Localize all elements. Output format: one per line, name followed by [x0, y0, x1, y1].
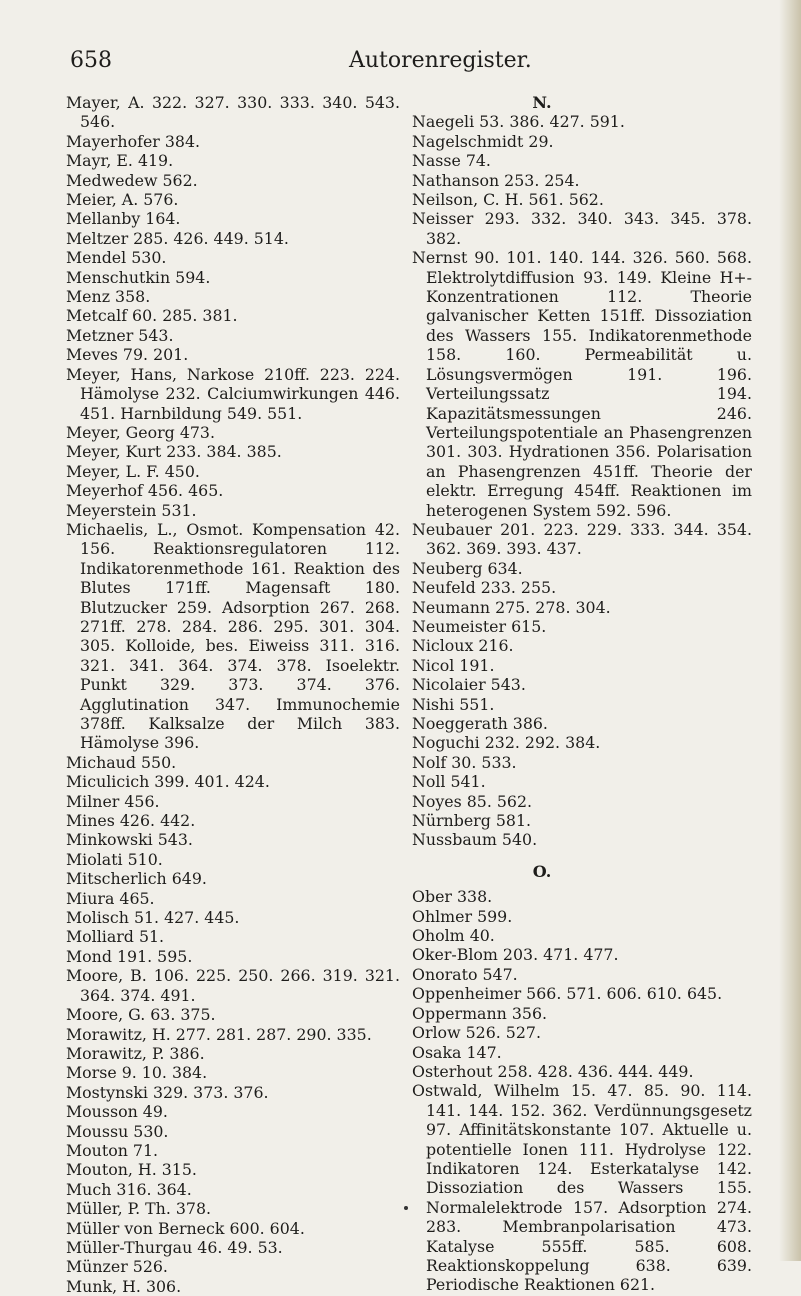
index-entry: Müller-Thurgau 46. 49. 53.	[66, 1237, 283, 1257]
index-entry: Morse 9. 10. 384.	[66, 1063, 208, 1083]
index-entry: Michaud 550.	[66, 752, 177, 772]
index-entry: Oholm 40.	[412, 926, 495, 946]
index-entry: Munk, H. 306.	[66, 1276, 182, 1296]
index-entry: Metzner 543.	[66, 325, 174, 345]
index-entry: Mines 426. 442.	[66, 811, 196, 831]
index-entry: Miura 465.	[66, 888, 155, 908]
index-entry: Mitscherlich 649.	[66, 869, 207, 889]
index-entry: Meyer, Hans, Narkose 210ff. 223. 224. Hämolyse 232. Calciumwirkungen 446. 451. Harnbildung 549. 551.	[66, 364, 400, 423]
index-entry: Nagelschmidt 29.	[412, 131, 554, 151]
index-entry: Müller, P. Th. 378.	[66, 1199, 212, 1219]
page-number: 658	[70, 48, 112, 73]
index-entry: Oppermann 356.	[412, 1003, 548, 1023]
index-entry: Miolati 510.	[66, 849, 163, 869]
index-entry: Menz 358.	[66, 287, 151, 307]
index-entry: Meier, A. 576.	[66, 190, 179, 210]
section-o-entries	[412, 887, 752, 1295]
index-entry: Meyerhof 456. 465.	[66, 481, 224, 501]
index-entry: Nussbaum 540.	[412, 830, 538, 850]
index-entry: Mond 191. 595.	[66, 946, 193, 966]
index-entry: Neubauer 201. 223. 229. 333. 344. 354. 362. 369. 393. 437.	[412, 519, 752, 559]
index-entry: Moore, G. 63. 375.	[66, 1005, 216, 1025]
index-entry: Moore, B. 106. 225. 250. 266. 319. 321. 364. 374. 491.	[66, 966, 400, 1005]
page-header	[64, 40, 744, 80]
section-heading-n: N.	[532, 93, 552, 112]
index-entry: Mousson 49.	[66, 1102, 168, 1122]
index-entry: Neuberg 634.	[412, 558, 523, 578]
index-entry: Osterhout 258. 428. 436. 444. 449.	[412, 1061, 694, 1081]
index-entry: Minkowski 543.	[66, 830, 193, 850]
index-entry: Meyer, Kurt 233. 384. 385.	[66, 442, 282, 462]
index-entry: Oker-Blom 203. 471. 477.	[412, 945, 619, 965]
index-entry: Mouton 71.	[66, 1140, 159, 1160]
index-entry: Moussu 530.	[66, 1121, 169, 1141]
left-column	[66, 93, 400, 1296]
index-entry: Meyerstein 531.	[66, 500, 197, 520]
index-entry: Ohlmer 599.	[412, 906, 513, 926]
running-head: Autorenregister.	[349, 48, 532, 73]
index-entry: Münzer 526.	[66, 1257, 168, 1277]
index-entry: Mellanby 164.	[66, 209, 181, 229]
index-entry: Mendel 530.	[66, 248, 167, 268]
index-entry: Ober 338.	[412, 887, 493, 907]
index-entry: Neilson, C. H. 561. 562.	[412, 190, 604, 210]
index-entry: Mouton, H. 315.	[66, 1160, 197, 1180]
index-entry: Naegeli 53. 386. 427. 591.	[412, 112, 625, 132]
index-entry: Müller von Berneck 600. 604.	[66, 1218, 305, 1238]
index-entry: Neufeld 233. 255.	[412, 578, 557, 598]
index-entry: Noll 541.	[412, 772, 486, 792]
index-entry: Neumeister 615.	[412, 616, 547, 636]
index-entry: Orlow 526. 527.	[412, 1023, 541, 1043]
index-entry: Nicolaier 543.	[412, 675, 526, 695]
index-entry: Oppenheimer 566. 571. 606. 610. 645.	[412, 984, 723, 1004]
index-entry: Noeggerath 386.	[412, 714, 548, 733]
index-entry: Mayr, E. 419.	[66, 151, 174, 171]
print-speck	[404, 1206, 408, 1210]
right-column	[412, 93, 752, 1295]
index-entry: Noguchi 232. 292. 384.	[412, 733, 601, 753]
section-n-entries	[412, 112, 752, 849]
index-entry: Neumann 275. 278. 304.	[412, 597, 611, 617]
index-entry: Meyer, L. F. 450.	[66, 461, 200, 481]
index-entry: Nishi 551.	[412, 694, 495, 714]
index-entry: Meyer, Georg 473.	[66, 422, 215, 442]
index-entry: Noyes 85. 562.	[412, 791, 533, 811]
index-entry: Neisser 293. 332. 340. 343. 345. 378. 382.	[412, 209, 752, 248]
index-entry: Onorato 547.	[412, 964, 518, 984]
index-entry: Nernst 90. 101. 140. 144. 326. 560. 568. Elektrolytdiffusion 93. 149. Kleine H+-Konzentrationen 112. Theorie galvanischer Ketten 151ff. Dissoziation des Wassers 155. Indikatorenmethode 158. 160. Permeabilität u. Lösungsvermögen 191. 196. Verteilungssatz 194. Kapazitätsmessungen 246. Verteilungspotentiale an Phasengrenzen 301. 303. Hydrationen 356. Polarisation an Phasengrenzen 451ff. Theorie der elektr. Erregung 454ff. Reaktionen im heterogenen System 592. 596.	[412, 248, 752, 520]
index-entry: Milner 456.	[66, 791, 160, 811]
index-entry: Osaka 147.	[412, 1042, 502, 1062]
index-entry: Mayerhofer 384.	[66, 131, 201, 151]
index-entry: Meltzer 285. 426. 449. 514.	[66, 228, 289, 248]
index-entry: Miculicich 399. 401. 424.	[66, 772, 270, 792]
index-entry: Nasse 74.	[412, 151, 491, 171]
index-entry: Nicol 191.	[412, 655, 495, 675]
section-heading-o: O.	[532, 861, 552, 881]
index-entry: Morawitz, P. 386.	[66, 1043, 205, 1063]
index-entry: Michaelis, L., Osmot. Kompensation 42. 156. Reaktionsregulatoren 112. Indikatorenmethode 161. Reaktion des Blutes 171ff. Magensaft 180. Blutzucker 259. Adsorption 267. 268. 271ff. 278. 284. 286. 295. 301. 304. 305. Kolloide, bes. Eiweiss 311. 316. 321. 341. 364. 374. 378. Isoelektr. Punkt 329. 373. 374. 376. Agglutination 347. Immunochemie 378ff. Kalksalze der Milch 383. Hämolyse 396.	[66, 519, 400, 753]
index-entry: Much 316. 364.	[66, 1179, 192, 1199]
index-entry: Molisch 51. 427. 445.	[66, 908, 240, 928]
index-entry: Menschutkin 594.	[66, 267, 211, 287]
index-entry: Metcalf 60. 285. 381.	[66, 306, 238, 326]
index-entry: Ostwald, Wilhelm 15. 47. 85. 90. 114. 141. 144. 152. 362. Verdünnungsgesetz 97. Affinitätskonstante 107. Aktuelle u. potentielle Ionen 111. Hydrolyse 122. Indikatoren 124. Esterkatalyse 142. Dissoziation des Wassers 155. Normalelektrode 157. Adsorption 274. 283. Membranpolarisation 473. Katalyse 555ff. 585. 608. Reaktionskoppelung 638. 639. Periodische Reaktionen 621.	[412, 1081, 752, 1295]
index-entry: Mayer, A. 322. 327. 330. 333. 340. 543. 546.	[66, 93, 400, 132]
index-entry: Molliard 51.	[66, 927, 165, 947]
index-entry: Nicloux 216.	[412, 636, 514, 656]
index-entry: Medwedew 562.	[66, 170, 198, 190]
index-entry: Nürnberg 581.	[412, 811, 532, 831]
index-entry: Nolf 30. 533.	[412, 752, 517, 772]
index-entry: Mostynski 329. 373. 376.	[66, 1082, 269, 1102]
index-entry: Morawitz, H. 277. 281. 287. 290. 335.	[66, 1024, 372, 1044]
page-edge-shadow	[779, 0, 801, 1261]
index-entry: Meves 79. 201.	[66, 345, 189, 365]
index-entry: Nathanson 253. 254.	[412, 170, 580, 190]
